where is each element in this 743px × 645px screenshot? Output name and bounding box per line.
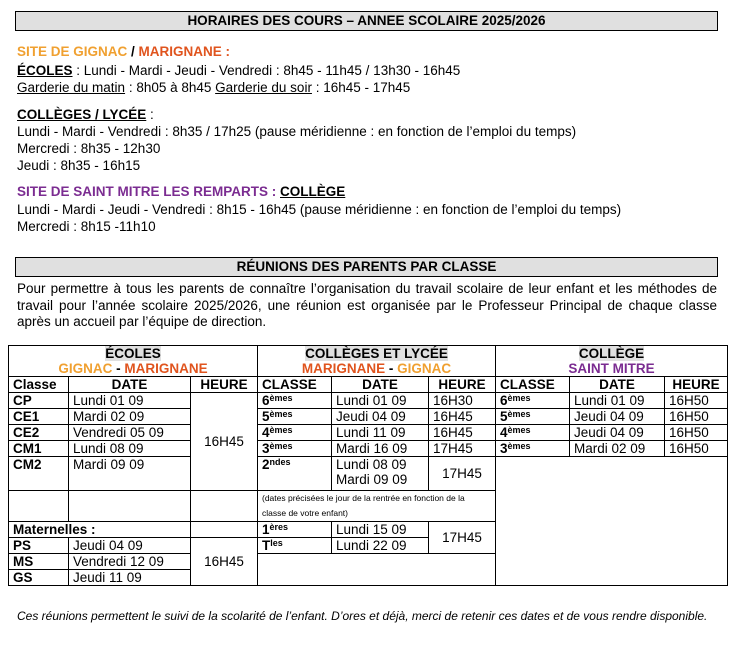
- ecole-date: Mardi 02 09: [69, 409, 191, 425]
- saint-classe: [496, 393, 570, 409]
- college-classe: [258, 538, 332, 554]
- ecole-classe: CM1: [9, 441, 69, 457]
- colleges-colon: :: [146, 107, 154, 122]
- ecole-classe: CM2: [9, 457, 69, 491]
- ecole-date: Mardi 09 09: [69, 457, 191, 491]
- college-date: Lundi 22 09: [332, 538, 429, 554]
- column-headers-row: [9, 377, 728, 393]
- colleges-hours-line-3: Jeudi : 8h35 - 16h15: [17, 158, 141, 173]
- classe-suffix: ndes: [269, 457, 291, 467]
- empty-cell: [191, 522, 258, 538]
- reunions-table: [8, 345, 728, 586]
- colleges-hours-line-1: Lundi - Mardi - Vendredi : 8h35 / 17h25 (pause méridienne : en fonction de l’emploi du temps): [17, 124, 577, 139]
- saint-mitre-college-label: COLLÈGE: [280, 184, 346, 199]
- header-separator: -: [112, 361, 125, 376]
- classe-suffix: les: [270, 538, 283, 548]
- table-row: [9, 409, 728, 425]
- classe-num: 3: [262, 441, 270, 456]
- college-classe: [258, 457, 332, 491]
- classe-suffix: èmes: [269, 441, 293, 451]
- saint-date: Jeudi 04 09: [570, 409, 665, 425]
- col-classe: CLASSE: [258, 377, 332, 393]
- classe-suffix: èmes: [507, 409, 531, 419]
- classe-num: 5: [262, 409, 270, 424]
- garderie-matin-label: Garderie du matin: [17, 80, 126, 95]
- saint-classe: [496, 441, 570, 457]
- ecoles-heure: 16H45: [191, 393, 258, 491]
- header-separator: -: [385, 361, 398, 376]
- ecole-classe: CE2: [9, 425, 69, 441]
- maternelle-date: Jeudi 11 09: [69, 570, 191, 586]
- col-date: DATE: [570, 377, 665, 393]
- col-classe: CLASSE: [496, 377, 570, 393]
- college-classe: [258, 522, 332, 538]
- footer-note: Ces réunions permettent le suivi de la scolarité de l’enfant. D’ores et déjà, merci de retenir ces dates et de vous rendre disponible.: [17, 609, 708, 623]
- gignac-label: GIGNAC: [58, 361, 113, 376]
- college-classe: [258, 441, 332, 457]
- ecole-date: Lundi 01 09: [69, 393, 191, 409]
- classe-num: T: [262, 538, 271, 553]
- college-heure: 16H45: [429, 409, 496, 425]
- garderie-matin-value: : 8h05 à 8h45: [125, 80, 216, 95]
- saint-mitre-header-title: COLLÈGE: [578, 346, 645, 361]
- classe-num: 3: [500, 441, 508, 456]
- saint-mitre-hours-line-2: Mercredi : 8h15 -11h10: [17, 219, 156, 234]
- saint-classe: [496, 425, 570, 441]
- colleges-label: COLLÈGES / LYCÉE: [17, 107, 147, 122]
- gignac-site-label: SITE DE GIGNAC: [17, 44, 128, 59]
- colleges-hours-line-2: Mercredi : 8h35 - 12h30: [17, 141, 161, 156]
- saint-classe: [496, 409, 570, 425]
- classe-num: 6: [500, 393, 508, 408]
- saint-heure: 16H50: [665, 409, 728, 425]
- maternelle-date: Jeudi 04 09: [69, 538, 191, 554]
- college-date: Jeudi 04 09: [332, 409, 429, 425]
- colleges-empty-area: [258, 554, 496, 586]
- gignac-label: GIGNAC: [397, 361, 452, 376]
- classe-suffix: èmes: [507, 441, 531, 451]
- saint-heure: 16H50: [665, 425, 728, 441]
- ecole-classe: CP: [9, 393, 69, 409]
- maternelles-label: Maternelles :: [9, 522, 191, 538]
- college-date: Lundi 11 09: [332, 425, 429, 441]
- saint-mitre-header: [496, 346, 728, 377]
- empty-cell: [9, 491, 69, 522]
- saint-date: Lundi 01 09: [570, 393, 665, 409]
- secondes-note: (dates précisées le jour de la rentrée en fonction de la classe de votre enfant): [258, 491, 496, 522]
- garderie-soir-label: Garderie du soir: [215, 80, 312, 95]
- colleges-heading: [17, 107, 154, 123]
- site-separator: /: [127, 44, 139, 59]
- marignane-label: MARIGNANE: [301, 361, 386, 376]
- college-classe: [258, 409, 332, 425]
- ecoles-hours: : Lundi - Mardi - Jeudi - Vendredi : 8h45 - 11h45 / 13h30 - 16h45: [72, 63, 461, 78]
- college-date: [332, 457, 429, 491]
- college-heure: 16H30: [429, 393, 496, 409]
- table-row: [9, 393, 728, 409]
- college-heure: 17H45: [429, 457, 496, 491]
- secondes-date-1: Lundi 08 09: [336, 457, 407, 472]
- saint-mitre-site-label: SITE DE SAINT MITRE LES REMPARTS :: [17, 184, 281, 199]
- reunions-intro: Pour permettre à tous les parents de connaître l’organisation du travail scolaire de leur enfant et les méthodes de travail pour l’année scolaire 2025/2026, une réunion est organisée par le Professeur Principal de chaque classe après un accueil par l’équipe de direction.: [17, 281, 717, 329]
- reunions-title: RÉUNIONS DES PARENTS PAR CLASSE: [15, 257, 718, 277]
- table-row: [9, 457, 728, 491]
- table-row: [9, 425, 728, 441]
- ecole-date: Vendredi 05 09: [69, 425, 191, 441]
- col-heure: HEURE: [191, 377, 258, 393]
- saint-date: Mardi 02 09: [570, 441, 665, 457]
- ecoles-header-title: ÉCOLES: [105, 346, 161, 361]
- classe-suffix: èmes: [269, 425, 293, 435]
- col-heure: HEURE: [429, 377, 496, 393]
- ecoles-label: ÉCOLES: [17, 63, 73, 78]
- colleges-header-title: COLLÈGES ET LYCÉE: [305, 346, 448, 361]
- college-date: Mardi 16 09: [332, 441, 429, 457]
- saint-date: Jeudi 04 09: [570, 425, 665, 441]
- classe-suffix: èmes: [507, 393, 531, 403]
- college-classe: [258, 425, 332, 441]
- maternelle-classe: GS: [9, 570, 69, 586]
- classe-num: 5: [500, 409, 508, 424]
- college-classe: [258, 393, 332, 409]
- horaires-title: HORAIRES DES COURS – ANNEE SCOLAIRE 2025/2026: [15, 11, 718, 31]
- garderie-soir-value: : 16h45 - 17h45: [311, 80, 411, 95]
- empty-cell: [69, 491, 191, 522]
- col-date: DATE: [69, 377, 191, 393]
- colleges-header: [258, 346, 496, 377]
- college-heure: 17H45: [429, 441, 496, 457]
- col-heure: HEURE: [665, 377, 728, 393]
- table-row: [9, 441, 728, 457]
- college-date: Lundi 15 09: [332, 522, 429, 538]
- saint-mitre-label: SAINT MITRE: [568, 361, 655, 376]
- classe-num: 4: [262, 425, 270, 440]
- classe-num: 6: [262, 393, 270, 408]
- classe-suffix: ères: [269, 522, 289, 532]
- classe-suffix: èmes: [507, 425, 531, 435]
- marignane-label: MARIGNANE: [124, 361, 208, 376]
- ecoles-hours-line: [17, 63, 460, 79]
- saint-mitre-heading: [17, 184, 345, 200]
- maternelle-date: Vendredi 12 09: [69, 554, 191, 570]
- maternelles-heure: 16H45: [191, 538, 258, 586]
- classe-num: 2: [262, 457, 270, 472]
- saint-heure: 16H50: [665, 393, 728, 409]
- college-date: Lundi 01 09: [332, 393, 429, 409]
- saint-mitre-hours-line-1: Lundi - Mardi - Jeudi - Vendredi : 8h15 - 16h45 (pause méridienne : en fonction de l’emploi du temps): [17, 202, 622, 217]
- maternelle-classe: PS: [9, 538, 69, 554]
- garderie-line: [17, 80, 410, 96]
- saint-heure: 16H50: [665, 441, 728, 457]
- classe-num: 1: [262, 522, 270, 537]
- col-classe: Classe: [9, 377, 69, 393]
- classe-num: 4: [500, 425, 508, 440]
- classe-suffix: èmes: [269, 393, 293, 403]
- ecole-date: Lundi 08 09: [69, 441, 191, 457]
- marignane-site-label: MARIGNANE :: [138, 44, 231, 59]
- ecole-classe: CE1: [9, 409, 69, 425]
- classe-suffix: èmes: [269, 409, 293, 419]
- empty-cell: [191, 491, 258, 522]
- col-date: DATE: [332, 377, 429, 393]
- gignac-site-heading: [17, 44, 230, 60]
- college-heure: 17H45: [429, 522, 496, 554]
- saint-mitre-empty-area: [496, 457, 728, 586]
- college-heure: 16H45: [429, 425, 496, 441]
- secondes-date-2: Mardi 09 09: [336, 472, 408, 487]
- ecoles-header: [9, 346, 258, 377]
- maternelle-classe: MS: [9, 554, 69, 570]
